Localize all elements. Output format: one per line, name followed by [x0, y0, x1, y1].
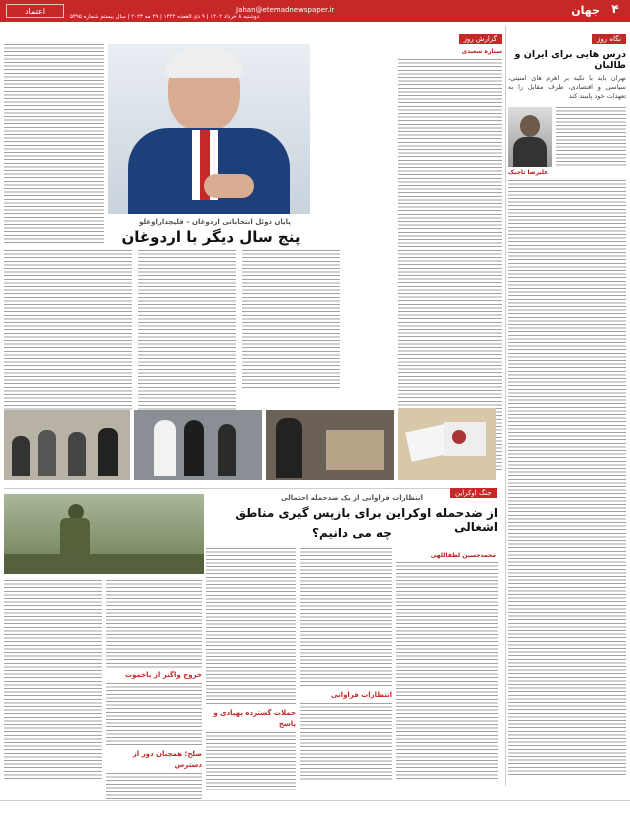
voting-booth-photo	[266, 410, 394, 480]
turkey-kicker: پایان دوئل انتخاباتی اردوغان – قلیچداراوغلو	[139, 218, 291, 226]
ukraine-soldier-photo	[4, 494, 204, 574]
report-label: گزارش روز	[459, 34, 502, 44]
report-column	[398, 26, 502, 386]
turkey-body-1	[242, 250, 340, 390]
ukraine-headline-2: چه می دانیم؟	[312, 526, 392, 540]
footer-rule	[0, 800, 630, 801]
erdogan-photo	[108, 44, 310, 214]
opinion-label: نگاه روز	[592, 34, 626, 44]
ukraine-body-3	[206, 548, 296, 780]
polling-station-photo	[4, 410, 130, 480]
ukraine-label: جنگ اوکراین	[450, 488, 497, 498]
ukraine-kicker: انتظارات فراوانی از یک ضدحمله احتمالی	[281, 494, 423, 502]
ballot-photo	[398, 408, 496, 480]
turkey-headline: پنج سال دیگر با اردوغان	[121, 228, 301, 246]
opinion-column	[508, 26, 626, 786]
subhead-war: خروج واگنر از باخموت	[125, 671, 202, 679]
opinion-text-intro	[556, 107, 626, 167]
dateline: دوشنبه ۸ خرداد ۱۴۰۲ | ۹ ذی القعده ۱۴۴۴ | ۲۹ مه ۲۰۲۳ | سال بیستم شماره ۵۴۹۵	[70, 14, 260, 20]
ukraine-body-4	[106, 580, 202, 780]
section-title: جهان	[571, 4, 600, 17]
wedding-photo	[134, 410, 262, 480]
ukraine-body-1	[396, 562, 498, 780]
turkey-body-2	[138, 250, 236, 410]
ukraine-body-5	[4, 580, 102, 780]
ukraine-headline-1: از ضدحمله اوکراین برای بازپس گیری مناطق اشغالی	[235, 506, 498, 534]
turkey-body-3	[4, 250, 132, 410]
ukraine-body-2	[300, 548, 392, 780]
opinion-dek: تهران باید با تکیه بر اهرم های امنیتی، سیاسی و اقتصادی، طرف مقابل را به تعهدات خود پایبند کند	[508, 74, 626, 100]
ukraine-author: محمدحسین لطفاللهی	[430, 552, 496, 559]
page-number: ۴	[611, 2, 619, 16]
newspaper-logo: اعتماد	[6, 4, 64, 18]
opinion-headline: درس هایی برای ایران و طالبان	[514, 49, 626, 71]
subhead-expect: انتظارات فراوانی	[330, 691, 392, 699]
section-divider	[4, 488, 498, 489]
subhead-crimea: حملات گسترده پهپادی و پاسخ	[213, 709, 296, 728]
column-divider	[505, 26, 506, 786]
opinion-body	[508, 180, 626, 775]
subhead-zelensky: صلح؛ همچنان دور از دسترس	[132, 750, 202, 769]
turkey-text-left	[4, 44, 104, 244]
section-email[interactable]: Jahan@etemadnewspaper.ir	[236, 6, 335, 14]
report-author: ستاره سعیدی	[461, 48, 502, 55]
author-portrait	[508, 107, 552, 167]
report-body	[398, 59, 502, 389]
opinion-author: علیرضا تاجیک	[508, 169, 549, 176]
